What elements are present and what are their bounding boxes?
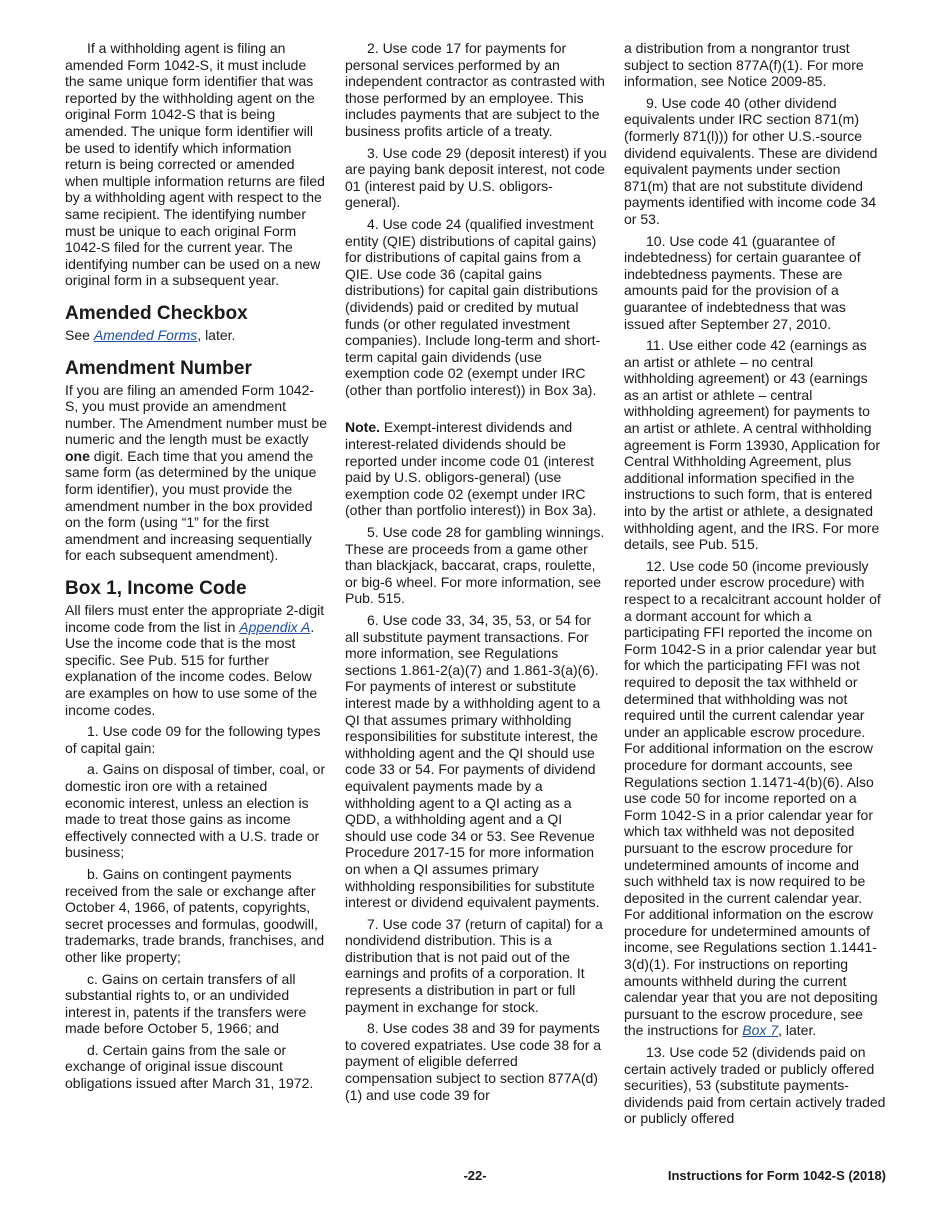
column-right bbox=[624, 40, 886, 1132]
link-box-7[interactable]: Box 7 bbox=[742, 1022, 779, 1039]
link-amended-forms[interactable]: Amended Forms bbox=[93, 326, 198, 343]
spacer bbox=[345, 403, 607, 419]
see-text: See bbox=[65, 326, 94, 343]
amendment-bold-one: one bbox=[65, 447, 90, 464]
heading-box1-income-code: Box 1, Income Code bbox=[65, 578, 247, 600]
list-item-9: 9. Use code 40 (other dividend equivalents under IRC section 871(m) (formerly 871(l))) for other U.S.-source dividend equivalents. These are dividend equivalent payments under section 871(m) that are not substitute dividend payments identified with income code 34 or 53. bbox=[624, 94, 878, 227]
see-later-text: , later. bbox=[197, 326, 236, 343]
list-item-1d: d. Certain gains from the sale or exchange of original issue discount obligations issued after March 31, 1972. bbox=[65, 1041, 314, 1092]
column-left bbox=[65, 40, 327, 1097]
list-item-3: 3. Use code 29 (deposit interest) if you are paying bank deposit interest, not code 01 (interest paid by U.S. obligors-general). bbox=[345, 144, 607, 211]
amendment-text-1: If you are filing an amended Form 1042-S, you must provide an amendment number. The Amendment number must be numeric and the length must be exactly bbox=[65, 381, 327, 448]
list-item-4: 4. Use code 24 (qualified investment entity (QIE) distributions of capital gains) for distributions of capital gains from a QIE. Use code 36 (capital gains distributions) for capital gain distributions (dividends) paid or credited by mutual funds (or other regulated investment companies). Include long-term and short-term capital gain dividends (use exemption code 02 (exempt under IRC (other than portfolio interest)) in Box 3a). bbox=[345, 215, 601, 398]
list-item-2: 2. Use code 17 for payments for personal services performed by an independent contractor as contrasted with those performed by an employee. This includes payments that are subject to the business profits article of a treaty. bbox=[345, 40, 605, 139]
paragraph-box1-intro bbox=[65, 602, 327, 718]
footer-form-title: Instructions for Form 1042-S (2018) bbox=[667, 1168, 886, 1183]
amendment-text-2: digit. Each time that you amend the same form (as determined by the unique form identifier), you must provide the amendment number in the box provided on the form (using “1” for the first amendment and increasing sequentially for each subsequent amendment). bbox=[65, 447, 317, 564]
paragraph-amendment-number bbox=[65, 382, 327, 565]
list-item-5: 5. Use code 28 for gambling winnings. These are proceeds from a game other than blackjack, baccarat, craps, roulette, or big-6 wheel. For more information, see Pub. 515. bbox=[345, 524, 605, 607]
note-paragraph bbox=[345, 419, 607, 519]
list-item-1a: a. Gains on disposal of timber, coal, or domestic iron ore with a retained economic interest, unless an election is made to treat those gains as income effectively connected with a U.S. trade or business; bbox=[65, 761, 326, 861]
box1-text-1: All filers must enter the appropriate 2-digit income code from the list in bbox=[65, 602, 325, 635]
list-item-1: 1. Use code 09 for the following types of capital gain: bbox=[65, 723, 321, 756]
item12-later-text: , later. bbox=[778, 1022, 817, 1039]
note-label: Note. bbox=[345, 419, 380, 436]
note-text: Exempt-interest dividends and interest-related dividends should be reported under income code 01 (interest paid by U.S. obligors-general) (use exemption code 02 (exempt under IRC (other than portfolio interest)) in Box 3a). bbox=[345, 419, 597, 519]
link-appendix-a[interactable]: Appendix A bbox=[239, 618, 311, 635]
heading-amended-checkbox: Amended Checkbox bbox=[65, 302, 248, 324]
list-item-12 bbox=[624, 558, 886, 1039]
box1-text-2: . Use the income code that is the most specific. See Pub. 515 for further explanation of the income codes. Below are examples on how to use some of the income codes. bbox=[65, 618, 318, 718]
list-item-7: 7. Use code 37 (return of capital) for a nondividend distribution. This is a distribution that is not paid out of the earnings and profits of a corporation. It represents a distribution in part or full payment in exchange for stock. bbox=[345, 915, 603, 1015]
heading-amendment-number: Amendment Number bbox=[65, 357, 252, 379]
paragraph-amended-checkbox bbox=[65, 327, 327, 344]
list-item-1b: b. Gains on contingent payments received from the sale or exchange after October 4, 1966, of patents, copyrights, secret processes and formulas, goodwill, trademarks, trade brands, franchises, and other like property; bbox=[65, 865, 325, 965]
list-item-10: 10. Use code 41 (guarantee of indebtedness) for certain guarantee of indebtedness payments. These are amounts paid for the provision of a guarantee of indebtedness that was issued after September 27, 2010. bbox=[624, 232, 861, 332]
column-middle bbox=[345, 40, 607, 1108]
list-item-6: 6. Use code 33, 34, 35, 53, or 54 for all substitute payment transactions. For more information, see Regulations sections 1.861-2(a)(7) and 1.861-3(a)(6). For payments of interest or substitute interest made by a withholding agent to a QI that assumes primary withholding responsibilities for substitute interest, the withholding agent and the QI should use code 33 or 54. For payments of dividend equivalent payments made by a withholding agent to a QI acting as a QDD, a withholding agent and a QI should use code 34 or 53. See Revenue Procedure 2017-15 for more information on when a QI assumes primary withholding responsibilities for substitute interest or dividend equivalent payments. bbox=[345, 612, 601, 911]
page-number: -22- bbox=[463, 1168, 487, 1183]
list-item-13: 13. Use code 52 (dividends paid on certain actively traded or publicly offered securities), 53 (substitute payments-dividends paid from certain actively traded or publicly offered bbox=[624, 1044, 886, 1127]
list-item-8-continued: a distribution from a nongrantor trust subject to section 877A(f)(1). For more information, see Notice 2009-85. bbox=[624, 40, 864, 90]
list-item-11: 11. Use either code 42 (earnings as an artist or athlete – no central withholding agreement) or 43 (earnings as an artist or athlete – central withholding agreement) for payments to an artist or athlete. A central withholding agreement is Form 13930, Application for Central Withholding Agreement, plus additional information specified in the instructions to such form, that is entered into by the artist or athlete, a designated withholding agent, and the IRS. For more details, see Pub. 515. bbox=[624, 337, 881, 553]
list-item-8: 8. Use codes 38 and 39 for payments to covered expatriates. Use code 38 for a payment of eligible deferred compensation subject to section 877A(d)(1) and use code 39 for bbox=[345, 1020, 602, 1103]
paragraph-unique-form-identifier: If a withholding agent is filing an amended Form 1042-S, it must include the same unique form identifier that was reported by the withholding agent on the original Form 1042-S that is being amended. The unique form identifier will be used to identify which information return is being corrected or amended when multiple information returns are filed by a withholding agent with respect to the same recipient. The identifying number must be unique to each original Form 1042-S filed for the current year. The identifying number can be used on a new original form in a subsequent year. bbox=[65, 40, 325, 289]
list-item-1c: c. Gains on certain transfers of all substantial rights to, or an undivided interest in, patents if the transfers were made before October 5, 1966; and bbox=[65, 970, 307, 1037]
item12-text: 12. Use code 50 (income previously reported under escrow procedure) with respect to a recalcitrant account holder of a dormant account for which a participating FFI reported the income on Form 1042-S in a prior calendar year but for which the participating FFI was not required to deposit the tax withheld or determined that withholding was not required until the current calendar year under an applicable escrow procedure. For additional information on the escrow procedure for dormant accounts, see Regulations section 1.1471-4(b)(6). Also use code 50 for income reported on a Form 1042-S in a prior calendar year for which tax withheld was not deposited pursuant to the escrow procedure for undetermined amounts of income and such withheld tax is now required to be deposited in the current calendar year. For additional information on the escrow procedure for undetermined amounts of income, see Regulations section 1.1441-3(d)(1). For instructions on reporting amounts withheld during the current calendar year that you are not depositing pursuant to the escrow procedure, see the instructions for bbox=[624, 557, 881, 1039]
